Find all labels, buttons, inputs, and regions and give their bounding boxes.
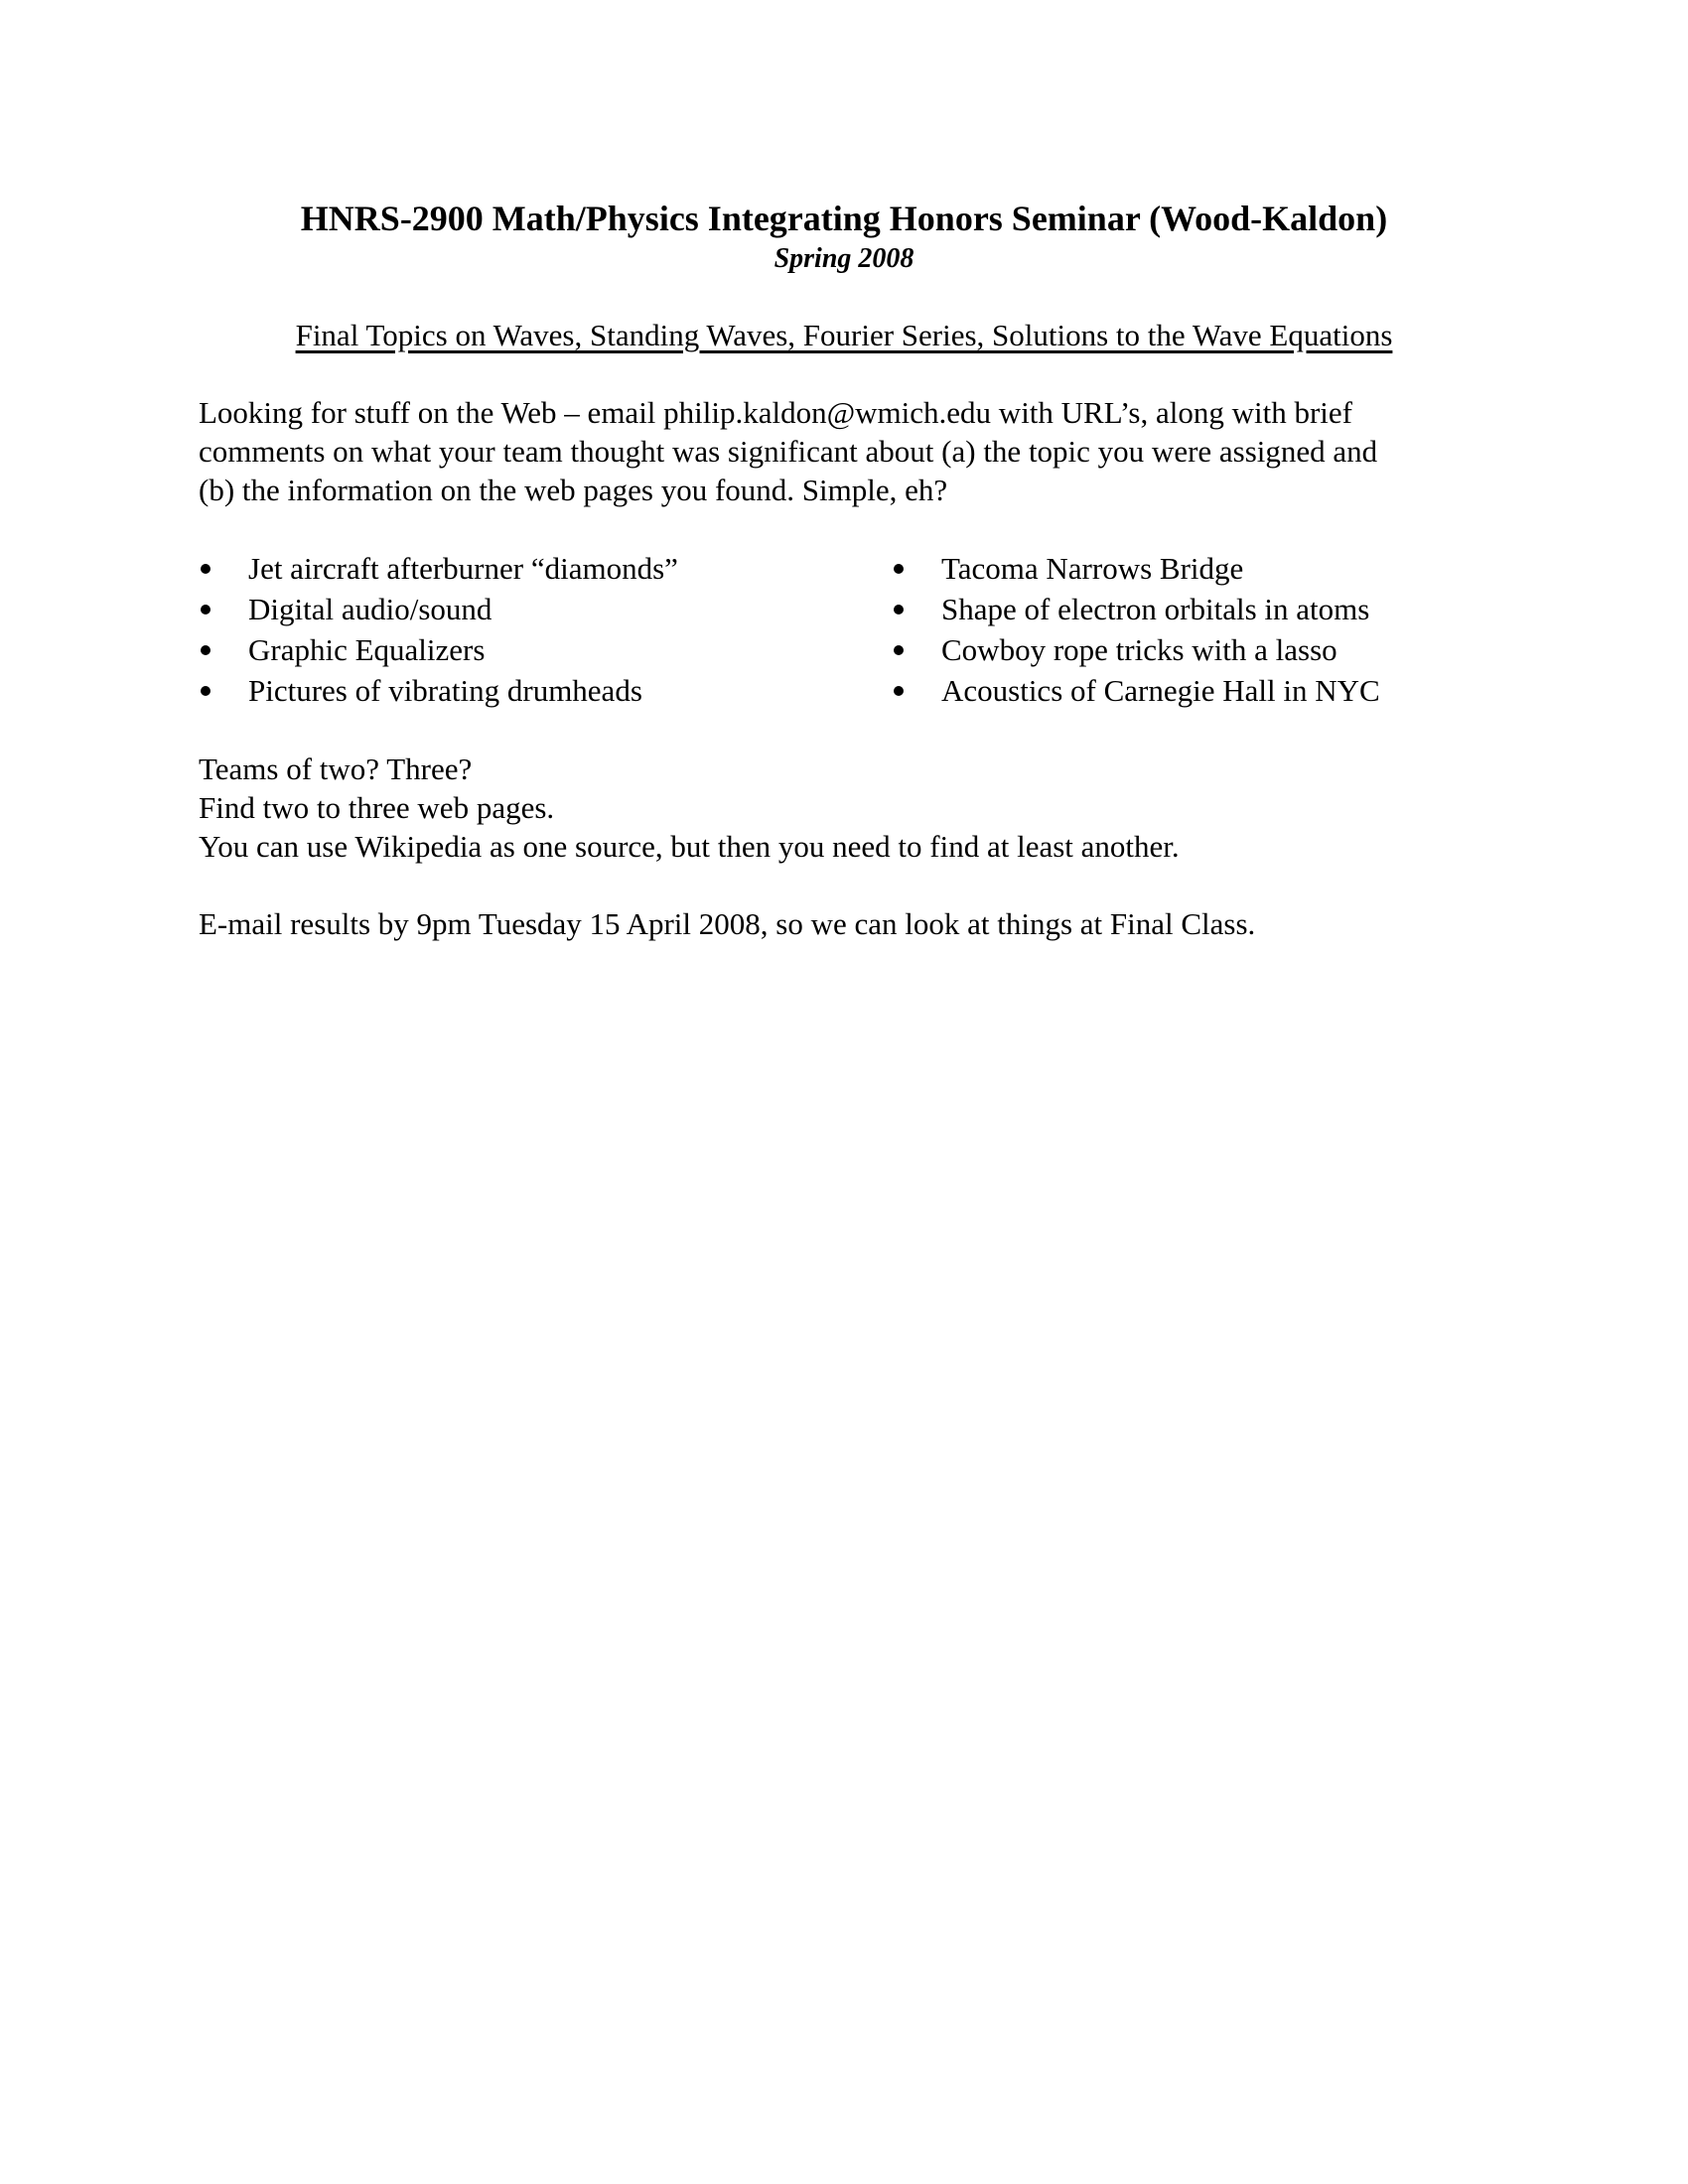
topic-label: Shape of electron orbitals in atoms <box>941 592 1370 626</box>
topic-item <box>199 548 678 589</box>
topic-item <box>892 670 1380 711</box>
topic-label: Tacoma Narrows Bridge <box>941 551 1244 586</box>
bullet-icon <box>894 564 904 574</box>
topic-item <box>892 548 1380 589</box>
topic-label: Graphic Equalizers <box>248 632 486 667</box>
team-instructions <box>199 750 1509 866</box>
bullet-icon <box>201 605 211 614</box>
intro-line: (b) the information on the web pages you found. Simple, eh? <box>199 473 948 507</box>
topic-item <box>892 589 1380 629</box>
team-line: Teams of two? Three? <box>199 751 473 786</box>
topic-label: Cowboy rope tricks with a lasso <box>941 632 1337 667</box>
document-subtitle: Spring 2008 <box>774 243 914 274</box>
document-title: HNRS-2900 Math/Physics Integrating Honors Seminar (Wood-Kaldon) <box>300 199 1388 238</box>
intro-line: Looking for stuff on the Web – email philip.kaldon@wmich.edu with URL’s, along with brief <box>199 395 1353 430</box>
section-heading: Final Topics on Waves, Standing Waves, Fourier Series, Solutions to the Wave Equations <box>295 318 1393 352</box>
team-line: Find two to three web pages. <box>199 790 555 825</box>
topic-list-right <box>892 548 1380 711</box>
topic-item <box>199 629 678 670</box>
topic-list-left <box>199 548 678 711</box>
bullet-icon <box>201 645 211 655</box>
topic-label: Jet aircraft afterburner “diamonds” <box>248 551 678 586</box>
topic-item <box>199 670 678 711</box>
topic-label: Acoustics of Carnegie Hall in NYC <box>941 673 1380 708</box>
topic-label: Digital audio/sound <box>248 592 492 626</box>
topic-item <box>892 629 1380 670</box>
intro-paragraph <box>199 393 1509 509</box>
bullet-icon <box>201 686 211 696</box>
topic-label: Pictures of vibrating drumheads <box>248 673 642 708</box>
topic-item <box>199 589 678 629</box>
bullet-icon <box>894 686 904 696</box>
intro-line: comments on what your team thought was significant about (a) the topic you were assigned and <box>199 434 1378 469</box>
team-line: You can use Wikipedia as one source, but then you need to find at least another. <box>199 829 1180 864</box>
bullet-icon <box>894 605 904 614</box>
bullet-icon <box>201 564 211 574</box>
bullet-icon <box>894 645 904 655</box>
deadline-text: E-mail results by 9pm Tuesday 15 April 2008, so we can look at things at Final Class. <box>199 906 1256 941</box>
